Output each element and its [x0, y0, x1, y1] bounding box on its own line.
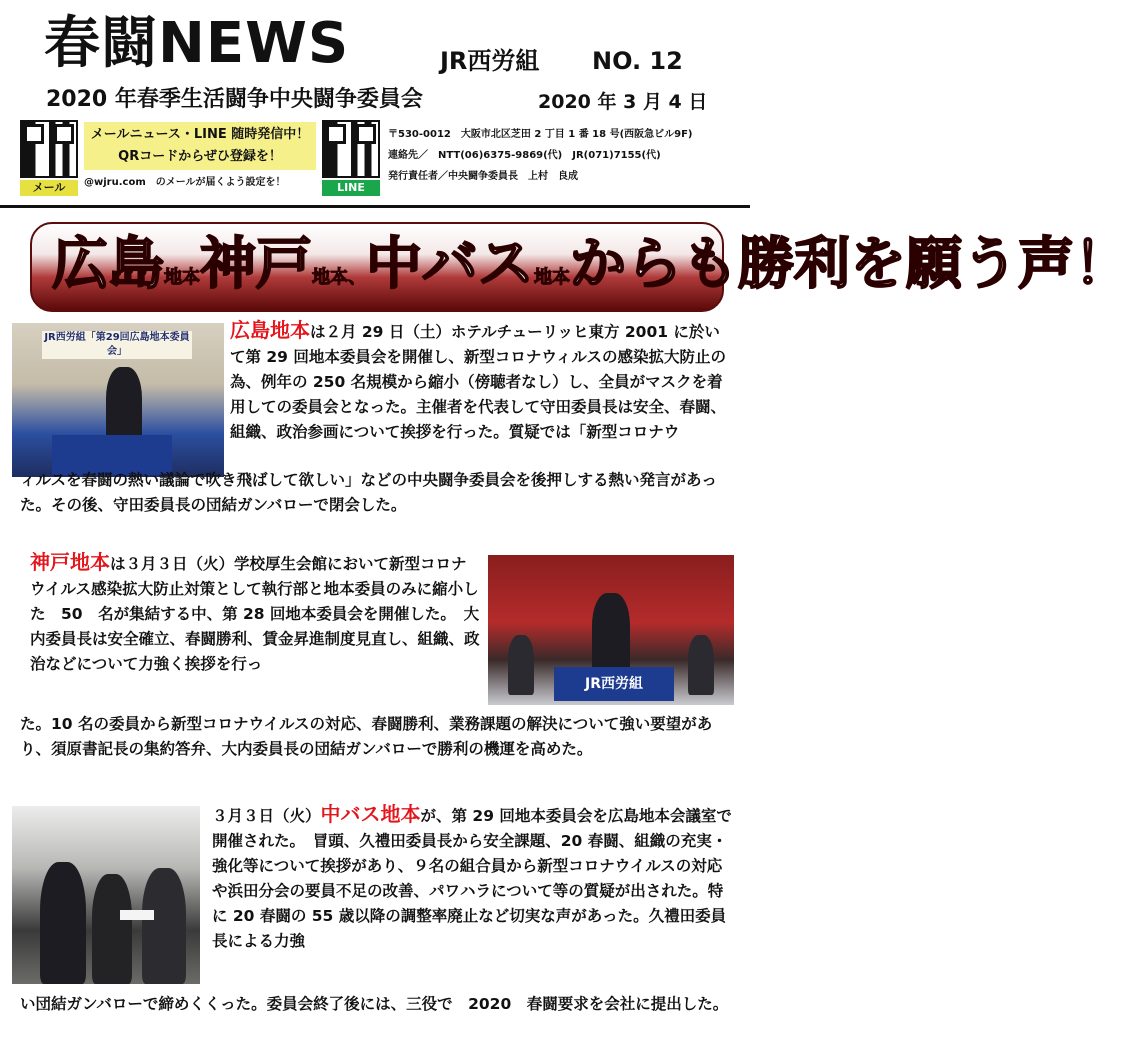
article-chubus-text: が、第 29 回地本委員会を広島地本会議室で開催された。 冒頭、久禮田委員長から安全課題、20 春闘、組織の充実・強化等について挨拶があり、９名の組合員から新型コロナウイルスの対応や浜田分会の要員不足の改善、パワハラについて等の質疑が出された。特に 20 春闘の 55 歳以降の調整率廃止など切実な声があった。久禮田委員長による力強: [212, 807, 732, 950]
line-qr-code-icon[interactable]: [322, 120, 380, 178]
headline-small-3: 地本: [534, 267, 570, 288]
chubus-demand-submission-photo: [12, 806, 200, 984]
attendee-figure: [688, 635, 714, 695]
article-chubus-name: 中バス地本: [320, 802, 421, 826]
attendee-figure: [508, 635, 534, 695]
contact-block: [388, 124, 738, 187]
headline-part-hiroshima: 広島: [52, 232, 164, 297]
headline-small-2: 地本、: [312, 267, 366, 288]
header-divider: [0, 205, 750, 208]
article-kobe: [30, 550, 482, 677]
article-kobe-continued: た。10 名の委員から新型コロナウイルスの対応、春闘勝利、業務課題の解決について強い要望があり、須原書記長の集約答弁、大内委員長の団結ガンバローで勝利の機運を高めた。: [20, 715, 713, 758]
demand-document: [120, 910, 154, 920]
company-official-figure: [142, 868, 186, 984]
headline-part-kobe: 神戸: [200, 232, 312, 297]
headline-banner: [30, 222, 1130, 312]
union-officer-figure: [40, 862, 86, 984]
contact-phone: 連絡先／ NTT(06)6375-9869(代) JR(071)7155(代): [388, 150, 661, 161]
headline-text: [52, 230, 1130, 313]
article-chubus-lead: ３月３日（火）: [212, 807, 321, 825]
signup-notice: [84, 122, 316, 170]
article-hiroshima-continued: ィルスを春闘の熱い議論で吹き飛ばして欲しい」などの中央闘争委員会を後押しする熱い発言があった。その後、守田委員長の団結ガンバローで閉会した。: [20, 471, 717, 514]
committee-subtitle: 2020 年春季生活闘争中央闘争委員会: [46, 87, 423, 112]
speaker-figure: [106, 367, 142, 445]
mail-qr-code-icon[interactable]: [20, 120, 78, 178]
newsletter-title: 春闘NEWS: [44, 11, 350, 76]
hiroshima-meeting-photo: [12, 323, 224, 477]
headline-part-tail: からも勝利を願う声！: [570, 232, 1130, 297]
line-qr-label: LINE: [322, 180, 380, 196]
contact-address: 〒530-0012 大阪市北区芝田 2 丁目 1 番 18 号(西阪急ビル9F): [388, 129, 693, 140]
signup-notice-line1: メールニュース・LINE 随時発信中！: [90, 127, 310, 142]
union-officer-figure: [92, 874, 132, 984]
article-hiroshima: [230, 318, 730, 445]
mail-setting-note: @wjru.com のメールが届くよう設定を！: [84, 177, 286, 188]
article-kobe-name: 神戸地本: [30, 550, 110, 574]
issue-date: 2020 年 3 月 4 日: [538, 91, 708, 113]
mail-qr-label: メール: [20, 180, 78, 196]
issue-number: NO. 12: [592, 47, 683, 75]
speaker-figure: [592, 593, 630, 675]
headline-small-1: 地本: [164, 267, 200, 288]
article-hiroshima-name: 広島地本: [230, 318, 310, 342]
article-chubus: [212, 802, 732, 954]
article-hiroshima-text: は２月 29 日（土）ホテルチューリッヒ東方 2001 に於いて第 29 回地本委員会を開催し、新型コロナウィルスの感染拡大防止の為、例年の 250 名規模から縮小（傍聴者なし）し、全員がマスクを着用しての委員会となった。主催者を代表して守田委員長は安全、春闘、組織、政治参画について挨拶を行った。質疑では「新型コロナウ: [230, 323, 727, 441]
masthead: [0, 0, 750, 210]
organization-name: JR西労組: [440, 47, 540, 75]
headline-part-chubus: 中バス: [366, 232, 534, 297]
union-banner-cloth: JR西労組: [554, 667, 674, 701]
article-chubus-continued: い団結ガンバローで締めくくった。委員会終了後には、三役で 2020 春闘要求を会社に提出した。: [20, 995, 729, 1013]
article-kobe-text: は３月３日（火）学校厚生会館において新型コロナウイルス感染拡大防止対策として執行部と地本委員のみに縮小した 50 名が集結する中、第 28 回地本委員会を開催した。 大内委員長は安全確立、春闘勝利、賃金昇進制度見直し、組織、政治などについて力強く挨拶を行っ: [30, 555, 480, 673]
contact-publisher: 発行責任者／中央闘争委員長 上村 良成: [388, 171, 578, 182]
signup-notice-line2: QRコードからぜひ登録を！: [118, 149, 282, 164]
kobe-meeting-photo: [488, 555, 734, 705]
hiroshima-stage-sign: JR西労組「第29回広島地本委員会」: [42, 331, 192, 359]
